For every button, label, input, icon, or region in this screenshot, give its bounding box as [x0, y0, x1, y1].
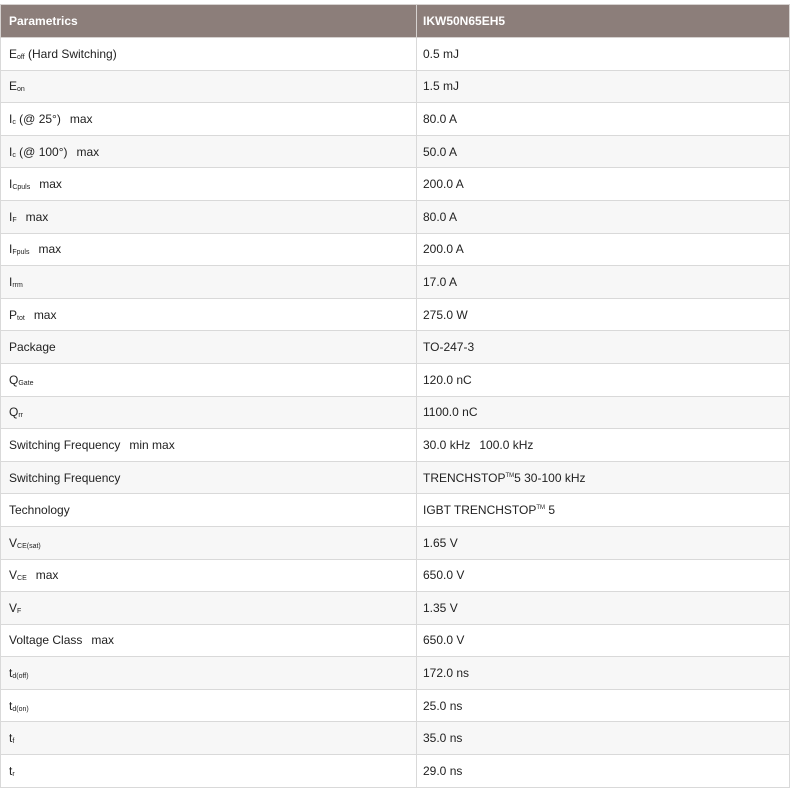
parameter-value-suffix: 5 30-100 kHz [514, 470, 586, 485]
header-parametrics: Parametrics [1, 5, 417, 38]
value-cell [417, 722, 790, 755]
value-cell [417, 168, 790, 201]
parameter-symbol: E [9, 46, 18, 61]
table-row [1, 38, 790, 71]
table-row [1, 689, 790, 722]
table-row [1, 70, 790, 103]
parameter-qualifier: max [91, 633, 115, 648]
value-cell [417, 38, 790, 71]
parameter-value: 120.0 nC [423, 372, 472, 387]
table-row [1, 363, 790, 396]
parameter-symbol: t [9, 698, 13, 713]
table-row [1, 657, 790, 690]
value-cell [417, 331, 790, 364]
parameter-value: 275.0 W [423, 307, 468, 322]
value-cell [417, 624, 790, 657]
parameter-symbol: I [9, 209, 13, 224]
value-cell [417, 526, 790, 559]
table-row [1, 559, 790, 592]
parameter-subscript: rr [18, 412, 24, 420]
parameter-cell [1, 363, 417, 396]
parameter-cell [1, 461, 417, 494]
parameter-symbol: t [9, 731, 13, 746]
parameter-cell [1, 559, 417, 592]
parameter-value: 30.0 kHz [423, 437, 471, 452]
parameter-cell [1, 755, 417, 788]
value-cell [417, 200, 790, 233]
parameter-symbol: I [9, 144, 13, 159]
parameter-subscript: f [12, 738, 15, 746]
parameter-subscript: F [17, 607, 22, 615]
parameter-qualifier: max [38, 242, 62, 257]
parameter-symbol: I [9, 242, 13, 257]
parameter-cell [1, 689, 417, 722]
table-row [1, 298, 790, 331]
parameter-subscript: F [12, 216, 17, 224]
parameter-value: 29.0 ns [423, 763, 463, 778]
parameter-symbol: Q [9, 372, 19, 387]
parameter-symbol: I [9, 177, 13, 192]
value-cell [417, 755, 790, 788]
parameter-subscript: c [12, 151, 16, 159]
parameter-cell [1, 135, 417, 168]
parameter-subscript: CE(sat) [17, 542, 41, 550]
value-cell [417, 233, 790, 266]
parameter-symbol: V [9, 600, 18, 615]
parameter-value: TO-247-3 [423, 340, 475, 355]
parameter-subscript: rrm [12, 281, 23, 289]
table-row [1, 722, 790, 755]
parameter-value: IGBT TRENCHSTOP [423, 503, 537, 518]
value-cell [417, 298, 790, 331]
parameter-qualifier: max [69, 111, 93, 126]
parameter-value: 1100.0 nC [423, 405, 478, 420]
parameter-subscript: Cpuls [12, 184, 31, 192]
parameter-cell [1, 396, 417, 429]
parameter-value: 200.0 A [423, 242, 464, 257]
parameter-subscript: d(on) [12, 705, 29, 713]
parameter-symbol: I [9, 111, 13, 126]
parameter-symbol: Switching Frequency [9, 437, 121, 452]
value-cell [417, 266, 790, 299]
table-row [1, 103, 790, 136]
table-row [1, 396, 790, 429]
parameter-subscript: off [17, 53, 25, 61]
parameter-cell [1, 526, 417, 559]
table-row [1, 135, 790, 168]
parameter-condition: (@ 25°) [15, 111, 61, 126]
table-row [1, 200, 790, 233]
parametrics-table-container [0, 4, 790, 788]
table-row [1, 233, 790, 266]
value-cell [417, 70, 790, 103]
parameter-value: 35.0 ns [423, 731, 463, 746]
parameter-value-max: 100.0 kHz [479, 437, 534, 452]
parameter-value: 80.0 A [423, 111, 458, 126]
parameter-qualifier: max [76, 144, 100, 159]
parameter-value: 0.5 mJ [423, 46, 460, 61]
parameter-subscript: tot [17, 314, 25, 322]
table-row [1, 624, 790, 657]
value-cell [417, 592, 790, 625]
parameter-symbol: E [9, 79, 18, 94]
parameter-symbol: Switching Frequency [9, 470, 121, 485]
parameter-value: 80.0 A [423, 209, 458, 224]
parameter-value: 17.0 A [423, 274, 458, 289]
value-cell [417, 689, 790, 722]
table-row [1, 331, 790, 364]
table-row [1, 526, 790, 559]
parameter-value: 650.0 V [423, 568, 465, 583]
value-cell [417, 461, 790, 494]
parameter-cell [1, 429, 417, 462]
parameter-cell [1, 624, 417, 657]
parameter-cell [1, 103, 417, 136]
table-row [1, 494, 790, 527]
table-row [1, 592, 790, 625]
parameter-cell [1, 298, 417, 331]
header-part-number: IKW50N65EH5 [417, 5, 790, 38]
parameter-qualifier: max [25, 209, 49, 224]
parameter-value: 1.35 V [423, 600, 458, 615]
table-row [1, 266, 790, 299]
parameter-cell [1, 722, 417, 755]
value-cell [417, 103, 790, 136]
parameter-cell [1, 494, 417, 527]
parameter-qualifier: min max [129, 437, 175, 452]
parameter-symbol: V [9, 568, 18, 583]
value-cell [417, 429, 790, 462]
parametrics-table [0, 4, 790, 788]
parameter-value: TRENCHSTOP [423, 470, 506, 485]
parameter-symbol: Voltage Class [9, 633, 83, 648]
parameter-subscript: Fpuls [12, 249, 30, 257]
parameter-value: 50.0 A [423, 144, 458, 159]
parameter-symbol: Q [9, 405, 19, 420]
parameter-subscript: c [12, 118, 16, 126]
parameter-cell [1, 70, 417, 103]
parameter-cell [1, 200, 417, 233]
parameter-symbol: P [9, 307, 18, 322]
parameter-cell [1, 38, 417, 71]
parameter-condition: (Hard Switching) [24, 46, 117, 61]
parameter-symbol: I [9, 274, 13, 289]
parameter-symbol: t [9, 763, 13, 778]
table-row [1, 429, 790, 462]
parameter-value: 200.0 A [423, 177, 464, 192]
parameter-symbol: Package [9, 340, 56, 355]
parameter-value: 172.0 ns [423, 666, 470, 681]
parameter-value: 650.0 V [423, 633, 465, 648]
parameter-symbol: V [9, 535, 18, 550]
parameter-cell [1, 168, 417, 201]
value-cell [417, 396, 790, 429]
parameter-subscript: CE [17, 575, 27, 583]
parameter-subscript: d(off) [12, 673, 29, 681]
parameter-subscript: on [17, 86, 25, 94]
trademark-superscript: TM [505, 472, 515, 479]
value-cell [417, 135, 790, 168]
trademark-superscript: TM [536, 505, 546, 512]
table-header-row [1, 5, 790, 38]
parameter-condition: (@ 100°) [15, 144, 68, 159]
parameter-cell [1, 592, 417, 625]
table-row [1, 168, 790, 201]
parameter-value: 1.5 mJ [423, 79, 460, 94]
value-cell [417, 559, 790, 592]
value-cell [417, 494, 790, 527]
parameter-qualifier: max [33, 307, 57, 322]
parameter-qualifier: max [35, 568, 59, 583]
parameter-value: 25.0 ns [423, 698, 463, 713]
table-row [1, 755, 790, 788]
parameter-subscript: Gate [18, 379, 34, 387]
parameter-value-suffix: 5 [545, 503, 556, 518]
parameter-value: 1.65 V [423, 535, 458, 550]
parameter-cell [1, 266, 417, 299]
parameter-cell [1, 657, 417, 690]
table-row [1, 461, 790, 494]
parameter-symbol: Technology [9, 503, 70, 518]
value-cell [417, 363, 790, 396]
parameter-cell [1, 331, 417, 364]
parameter-subscript: r [12, 770, 15, 778]
parameter-qualifier: max [39, 177, 62, 192]
parameter-cell [1, 233, 417, 266]
value-cell [417, 657, 790, 690]
parameter-symbol: t [9, 666, 13, 681]
